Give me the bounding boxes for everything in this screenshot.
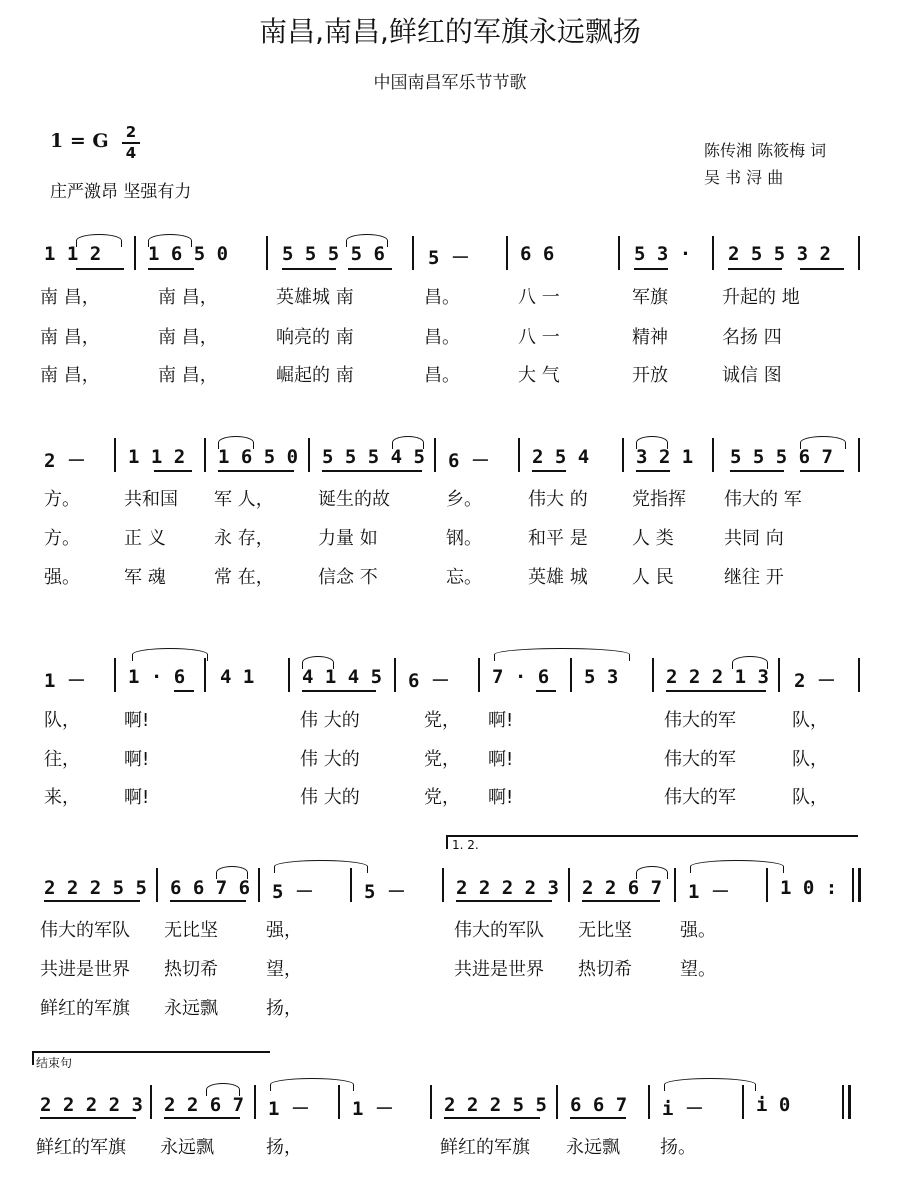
measure-notes: 6 6 xyxy=(520,243,555,265)
measure-notes: 2 2 2 2 3 xyxy=(40,1094,143,1116)
lyric-text: 英雄城 南 xyxy=(276,287,354,308)
lyric-text: 共同 向 xyxy=(724,528,784,549)
measure-notes: 2 5 5 3 2 xyxy=(728,243,831,265)
lyric-text: 方。 xyxy=(44,489,80,510)
measure-notes: 1 6 5 0 xyxy=(218,446,299,468)
meter-top: 2 xyxy=(125,123,137,141)
measure-notes: 2 2 2 2 3 xyxy=(456,877,559,899)
lyric-text: 党， xyxy=(424,710,460,731)
lyric-text: 伟大的 军 xyxy=(724,489,802,510)
lyric-text: 乡。 xyxy=(446,489,482,510)
lyric-text: 扬， xyxy=(266,998,302,1019)
measure-notes: 1 1 2 xyxy=(44,243,102,265)
measure-notes: 5 5 5 4 5 xyxy=(322,446,425,468)
measure-notes: 1 － xyxy=(44,670,86,692)
measure-notes: 1 0 : xyxy=(780,877,838,899)
lyric-text: 队， xyxy=(44,710,80,731)
lyric-text: 伟 大的 xyxy=(300,749,360,770)
lyric-text: 无比坚 xyxy=(578,920,632,941)
lyric-text: 望。 xyxy=(680,959,716,980)
lyric-text: 队， xyxy=(792,787,828,808)
lyric-text: 伟大 的 xyxy=(528,489,588,510)
lyric-text: 继往 开 xyxy=(724,567,784,588)
time-signature xyxy=(122,124,140,162)
measure-notes: 5 － xyxy=(428,247,470,269)
lyric-text: 崛起的 南 xyxy=(276,365,354,386)
measure-notes: 5 － xyxy=(364,881,406,903)
lyricist-credit: 陈传湘 陈筱梅 词 xyxy=(704,141,827,160)
measure-notes: 2 5 4 xyxy=(532,446,590,468)
measure-notes: 1 · 6 xyxy=(128,666,186,688)
lyric-text: 队， xyxy=(792,710,828,731)
measure-notes: 5 － xyxy=(272,881,314,903)
lyric-text: 无比坚 xyxy=(164,920,218,941)
lyric-text: 伟大的军 xyxy=(664,749,736,770)
measure-notes: 4 1 xyxy=(220,666,255,688)
lyric-text: 忘。 xyxy=(446,567,482,588)
lyric-text: 钢。 xyxy=(446,528,482,549)
lyric-text: 常 在， xyxy=(214,567,274,588)
lyric-text: 力量 如 xyxy=(318,528,378,549)
lyric-text: 南 昌， xyxy=(40,365,100,386)
measure-notes: 5 3 · xyxy=(634,243,692,265)
measure-notes: 2 － xyxy=(794,670,836,692)
tempo-marking: 庄严激昂 坚强有力 xyxy=(50,182,192,202)
lyric-text: 诚信 图 xyxy=(722,365,782,386)
lyric-text: 伟大的军 xyxy=(664,787,736,808)
measure-notes: 4 1 4 5 xyxy=(302,666,383,688)
lyric-text: 伟大的军队 xyxy=(454,920,544,941)
lyric-text: 永远飘 xyxy=(566,1137,620,1158)
measure-notes: 2 2 6 7 xyxy=(164,1094,245,1116)
lyric-text: 响亮的 南 xyxy=(276,327,354,348)
measure-notes: 3 2 1 xyxy=(636,446,694,468)
meter-bottom: 4 xyxy=(125,144,137,162)
lyric-text: 开放 xyxy=(632,365,668,386)
lyric-text: 信念 不 xyxy=(318,567,378,588)
lyric-text: 强， xyxy=(266,920,302,941)
lyric-text: 啊! xyxy=(488,749,514,770)
lyric-text: 大 气 xyxy=(518,365,560,386)
lyric-text: 昌。 xyxy=(424,287,460,308)
measure-notes: 2 － xyxy=(44,450,86,472)
composer-credit: 吴 书 浔 曲 xyxy=(704,168,784,187)
song-subtitle: 中国南昌军乐节节歌 xyxy=(373,73,527,93)
measure-notes: 7 · 6 xyxy=(492,666,550,688)
lyric-text: 南 昌， xyxy=(158,287,218,308)
measure-notes: 1 － xyxy=(688,881,730,903)
lyric-text: 南 昌， xyxy=(40,287,100,308)
lyric-text: 名扬 四 xyxy=(722,327,782,348)
lyric-text: 精神 xyxy=(632,327,668,348)
lyric-text: 来， xyxy=(44,787,80,808)
measure-notes: 2 2 2 5 5 xyxy=(44,877,147,899)
lyric-text: 啊! xyxy=(124,787,150,808)
measure-notes: 6 － xyxy=(448,450,490,472)
lyric-text: 党， xyxy=(424,787,460,808)
lyric-text: 永远飘 xyxy=(160,1137,214,1158)
measure-notes: 2 2 2 1 3 xyxy=(666,666,769,688)
ending-label: 结束句 xyxy=(36,1056,73,1070)
measure-notes: 5 5 5 5 6 xyxy=(282,243,385,265)
lyric-text: 诞生的故 xyxy=(318,489,390,510)
lyric-text: 扬。 xyxy=(660,1137,696,1158)
lyric-text: 军 人， xyxy=(214,489,274,510)
measure-notes: 1 － xyxy=(268,1098,310,1120)
lyric-text: 党， xyxy=(424,749,460,770)
lyric-text: 啊! xyxy=(124,710,150,731)
lyric-text: 昌。 xyxy=(424,365,460,386)
lyric-text: 永远飘 xyxy=(164,998,218,1019)
lyric-text: 八 一 xyxy=(518,327,560,348)
lyric-text: 队， xyxy=(792,749,828,770)
measure-notes: 1 1 2 xyxy=(128,446,186,468)
key-signature: 1 = G xyxy=(50,130,109,152)
lyric-text: 强。 xyxy=(680,920,716,941)
song-title: 南昌,南昌,鲜红的军旗永远飘扬 xyxy=(259,15,641,48)
lyric-text: 热切希 xyxy=(578,959,632,980)
lyric-text: 正 义 xyxy=(124,528,166,549)
lyric-text: 南 昌， xyxy=(40,327,100,348)
lyric-text: 和平 是 xyxy=(528,528,588,549)
lyric-text: 伟大的军 xyxy=(664,710,736,731)
lyric-text: 望， xyxy=(266,959,302,980)
lyric-text: 人 类 xyxy=(632,528,674,549)
measure-notes: i － xyxy=(662,1098,704,1120)
lyric-text: 往， xyxy=(44,749,80,770)
measure-notes: 5 5 5 6 7 xyxy=(730,446,833,468)
lyric-text: 方。 xyxy=(44,528,80,549)
lyric-text: 扬， xyxy=(266,1137,302,1158)
lyric-text: 伟 大的 xyxy=(300,787,360,808)
lyric-text: 共和国 xyxy=(124,489,178,510)
lyric-text: 鲜红的军旗 xyxy=(440,1137,530,1158)
lyric-text: 人 民 xyxy=(632,567,674,588)
measure-notes: 5 3 xyxy=(584,666,619,688)
measure-notes: 6 － xyxy=(408,670,450,692)
measure-notes: 2 2 6 7 xyxy=(582,877,663,899)
measure-notes: 6 6 7 xyxy=(570,1094,628,1116)
lyric-text: 英雄 城 xyxy=(528,567,588,588)
lyric-text: 党指挥 xyxy=(632,489,686,510)
lyric-text: 啊! xyxy=(488,787,514,808)
lyric-text: 八 一 xyxy=(518,287,560,308)
lyric-text: 南 昌， xyxy=(158,365,218,386)
lyric-text: 强。 xyxy=(44,567,80,588)
volta-label: 1. 2. xyxy=(452,838,479,852)
measure-notes: i 0 xyxy=(756,1094,791,1116)
lyric-text: 永 存， xyxy=(214,528,274,549)
lyric-text: 鲜红的军旗 xyxy=(40,998,130,1019)
measure-notes: 6 6 7 6 xyxy=(170,877,251,899)
lyric-text: 昌。 xyxy=(424,327,460,348)
lyric-text: 南 昌， xyxy=(158,327,218,348)
lyric-text: 军 魂 xyxy=(124,567,166,588)
measure-notes: 2 2 2 5 5 xyxy=(444,1094,547,1116)
lyric-text: 啊! xyxy=(124,749,150,770)
lyric-text: 升起的 地 xyxy=(722,287,800,308)
measure-notes: 1 － xyxy=(352,1098,394,1120)
lyric-text: 鲜红的军旗 xyxy=(36,1137,126,1158)
lyric-text: 啊! xyxy=(488,710,514,731)
lyric-text: 军旗 xyxy=(632,287,668,308)
lyric-text: 共进是世界 xyxy=(454,959,544,980)
lyric-text: 伟大的军队 xyxy=(40,920,130,941)
lyric-text: 共进是世界 xyxy=(40,959,130,980)
lyric-text: 伟 大的 xyxy=(300,710,360,731)
measure-notes: 1 6 5 0 xyxy=(148,243,229,265)
lyric-text: 热切希 xyxy=(164,959,218,980)
